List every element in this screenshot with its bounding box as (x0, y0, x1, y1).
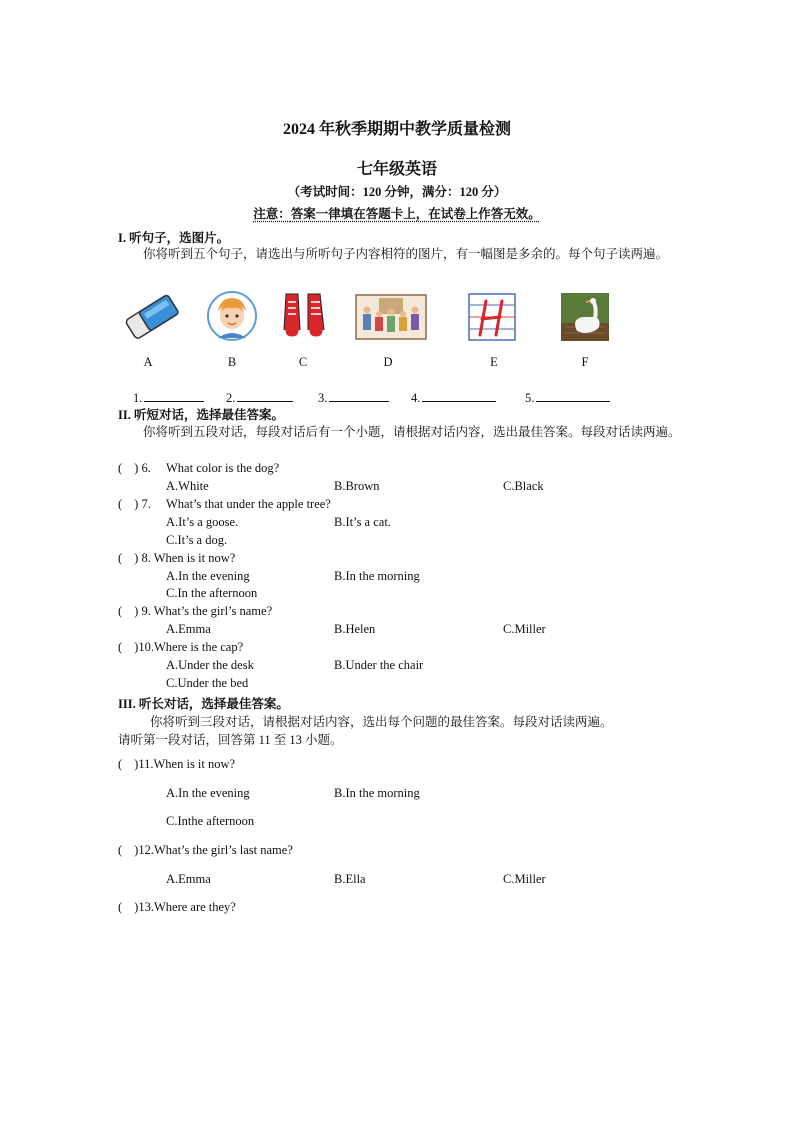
exam-title: 2024 年秋季期期中教学质量检测 (282, 121, 511, 138)
blank-number: 5. (525, 391, 535, 405)
note-prefix: 注意： (253, 207, 291, 221)
picture-letter: E (490, 355, 498, 369)
option-c[interactable]: C.It’s a dog. (166, 533, 228, 547)
note-text: 答案一律填在答题卡上，在试卷上作答无效。 (290, 207, 541, 221)
exam-note (0, 204, 794, 222)
section3-instruction: 你将听到三段对话，请根据对话内容，选出每个问题的最佳答案。每段对话读两遍。 (150, 715, 613, 729)
answer-blank-1[interactable] (133, 389, 204, 406)
answer-blank-4[interactable] (411, 389, 496, 406)
option-c[interactable]: C.Under the bed (166, 676, 249, 690)
family-photo-icon (355, 294, 427, 340)
picture-letter: D (383, 355, 393, 369)
option-a[interactable]: A.White (166, 479, 209, 493)
option-a[interactable]: A.Emma (166, 622, 211, 636)
section1-instruction: 你将听到五个句子，请选出与所听句子内容相符的图片，有一幅图是多余的。每个句子读两遍。 (143, 247, 669, 261)
eraser-icon (123, 292, 181, 342)
option-b[interactable]: B.Helen (334, 622, 376, 636)
answer-blank-5[interactable] (525, 389, 610, 406)
option-b[interactable]: B.Brown (334, 479, 380, 493)
option-a[interactable]: A.In the evening (166, 569, 250, 583)
picture-letter: F (581, 355, 589, 369)
picture-letter: A (143, 355, 153, 369)
question-7: ( ) 7. (118, 497, 151, 511)
boy-face-icon (206, 290, 258, 342)
answer-blank-3[interactable] (318, 389, 389, 406)
section1-heading: I. 听句子，选图片。 (118, 231, 230, 245)
section3-heading: III. 听长对话，选择最佳答案。 (118, 697, 289, 711)
option-b[interactable]: B.In the morning (334, 786, 420, 800)
section2-heading: II. 听短对话，选择最佳答案。 (118, 408, 284, 422)
letter-h-icon (468, 293, 516, 341)
question-text: What’s that under the apple tree? (166, 497, 331, 511)
option-b[interactable]: B.In the morning (334, 569, 420, 583)
question-text: What color is the dog? (166, 461, 280, 475)
question-13: ( )13.Where are they? (118, 900, 236, 914)
blank-number: 2. (226, 391, 236, 405)
option-a[interactable]: A.It’s a goose. (166, 515, 239, 529)
subject-title: 七年级英语 (356, 161, 437, 178)
picture-letter: B (227, 355, 237, 369)
question-6: ( ) 6. (118, 461, 151, 475)
option-a[interactable]: A.In the evening (166, 786, 250, 800)
option-b[interactable]: B.Ella (334, 872, 366, 886)
option-a[interactable]: A.Emma (166, 872, 211, 886)
question-11: ( )11.When is it now? (118, 757, 236, 771)
section2-instruction: 你将听到五段对话，每段对话后有一个小题，请根据对话内容，选出最佳答案。每段对话读两遍。 (143, 425, 681, 439)
blank-number: 4. (411, 391, 421, 405)
option-c[interactable]: C.Miller (503, 872, 546, 886)
option-a[interactable]: A.Under the desk (166, 658, 254, 672)
option-b[interactable]: B.Under the chair (334, 658, 424, 672)
picture-letter: C (298, 355, 308, 369)
option-c[interactable]: C.In the afternoon (166, 586, 258, 600)
sneakers-icon (280, 290, 328, 342)
question-8: ( ) 8. When is it now? (118, 551, 236, 565)
question-10: ( )10.Where is the cap? (118, 640, 244, 654)
answer-blank-2[interactable] (226, 389, 293, 406)
blank-number: 1. (133, 391, 143, 405)
blank-number: 3. (318, 391, 328, 405)
goose-icon (561, 293, 609, 341)
option-c[interactable]: C.Miller (503, 622, 546, 636)
option-c[interactable]: C.Black (503, 479, 544, 493)
question-9: ( ) 9. What’s the girl’s name? (118, 604, 273, 618)
option-c[interactable]: C.Inthe afternoon (166, 814, 255, 828)
section3-sub-instruction: 请听第一段对话，回答第 11 至 13 小题。 (118, 733, 343, 747)
question-12: ( )12.What’s the girl’s last name? (118, 843, 293, 857)
exam-info: （考试时间：120 分钟，满分：120 分） (287, 185, 507, 199)
option-b[interactable]: B.It’s a cat. (334, 515, 391, 529)
